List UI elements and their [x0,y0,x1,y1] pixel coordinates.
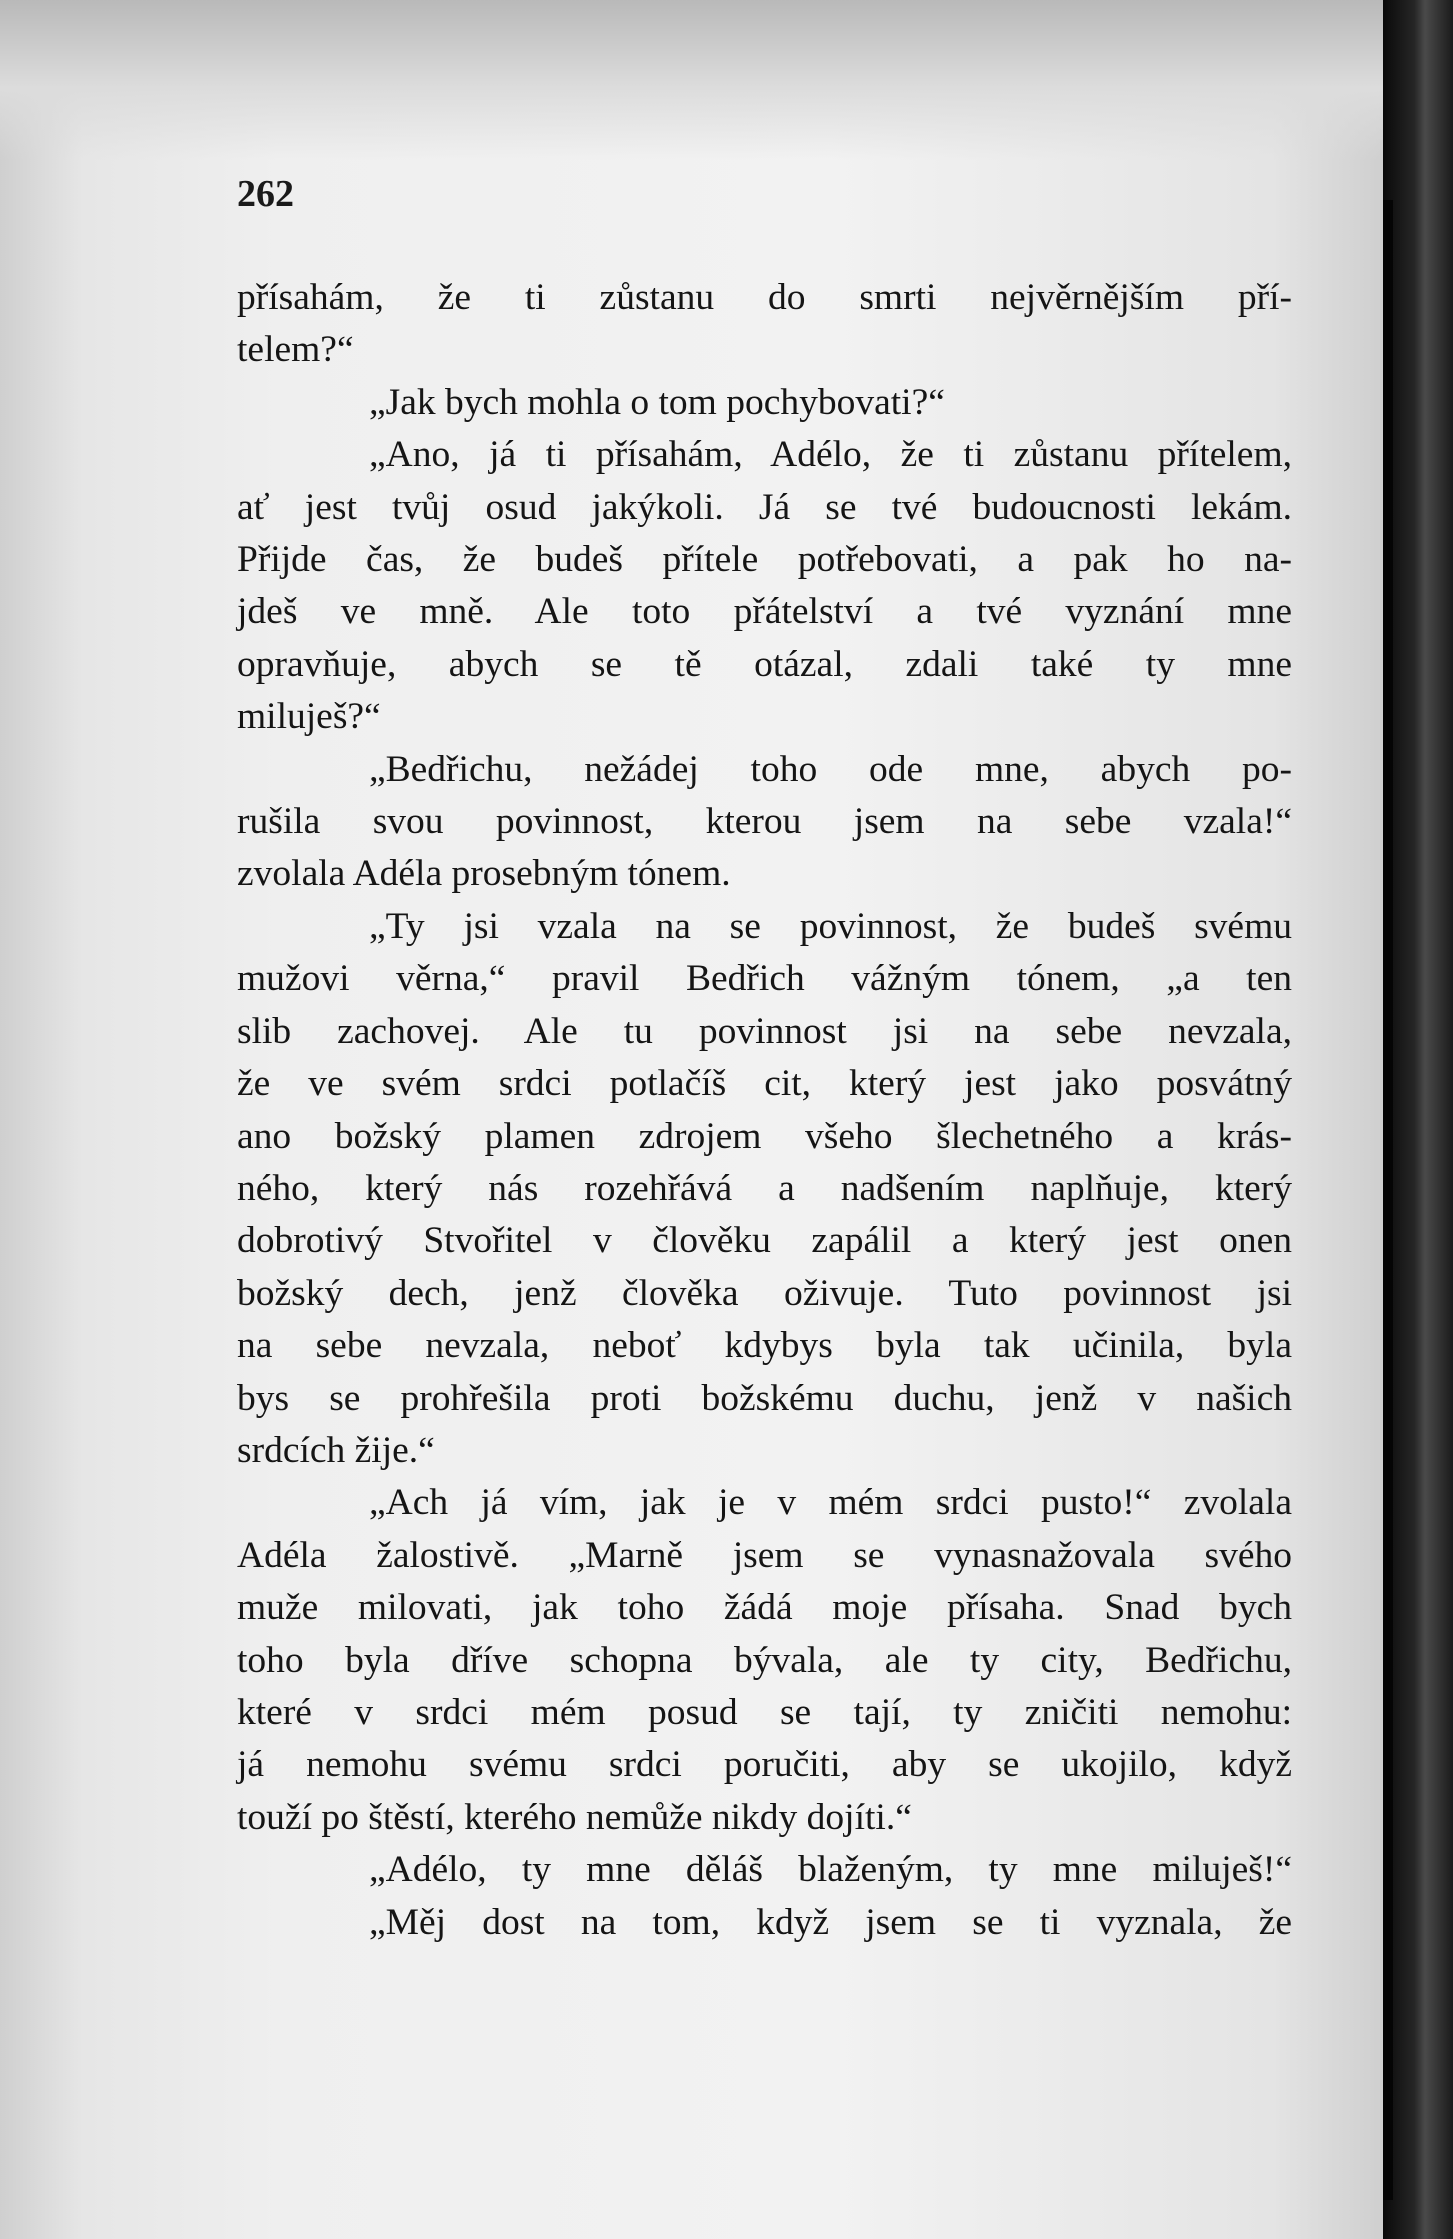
text-line: Adéla žalostivě. „Marně jsem se vynasnažovala svého [237,1534,1292,1576]
text-line: „Adélo, ty mne děláš blaženým, ty mne miluješ!“ [369,1849,1292,1891]
text-line: „Ach já vím, jak je v mém srdci pusto!“ zvolala [369,1482,1292,1524]
page-text [237,272,1292,1949]
text-line: že ve svém srdci potlačíš cit, který jest jako posvátný [237,1063,1292,1105]
text-line: srdcích žije.“ [237,1429,435,1471]
text-line: toho byla dříve schopna bývala, ale ty city, Bedřichu, [237,1639,1292,1681]
binding-edge [1383,200,1393,2200]
text-line: zvolala Adéla prosebným tónem. [237,853,731,895]
book-spine [1383,0,1453,2239]
text-line: opravňuje, abych se tě otázal, zdali také ty mne [237,643,1292,685]
text-line: božský dech, jenž člověka oživuje. Tuto povinnost jsi [237,1272,1292,1314]
text-line: touží po štěstí, kterého nemůže nikdy dojíti.“ [237,1796,912,1838]
text-line: jdeš ve mně. Ale toto přátelství a tvé vyznání mne [237,591,1292,633]
text-line: Přijde čas, že budeš přítele potřebovati, a pak ho na- [237,539,1292,581]
text-line: telem?“ [237,329,354,371]
text-line: muže milovati, jak toho žádá moje přísaha. Snad bych [237,1587,1292,1629]
text-line: ného, který nás rozehřává a nadšením naplňuje, který [237,1167,1292,1209]
text-line: na sebe nevzala, neboť kdybys byla tak učinila, byla [237,1325,1292,1367]
text-line: „Ano, já ti přísahám, Adélo, že ti zůstanu přítelem, [369,434,1292,476]
text-line: miluješ?“ [237,696,381,738]
text-line: přísahám, že ti zůstanu do smrti nejvěrnějším pří- [237,277,1292,318]
text-line: rušila svou povinnost, kterou jsem na sebe vzala!“ [237,801,1292,843]
text-line: mužovi věrna,“ pravil Bedřich vážným tónem, „a ten [237,958,1292,1000]
text-line: které v srdci mém posud se tají, ty zničiti nemohu: [237,1691,1292,1733]
text-line: ano božský plamen zdrojem všeho šlechetného a krás- [237,1115,1292,1157]
text-line: bys se prohřešila proti božskému duchu, jenž v našich [237,1377,1292,1419]
text-line: slib zachovej. Ale tu povinnost jsi na sebe nevzala, [237,1010,1292,1052]
text-line: „Bedřichu, nežádej toho ode mne, abych po- [369,748,1292,790]
text-line: ať jest tvůj osud jakýkoli. Já se tvé budoucnosti lekám. [237,486,1292,528]
text-line: dobrotivý Stvořitel v člověku zapálil a který jest onen [237,1220,1292,1262]
text-line: „Jak bych mohla o tom pochybovati?“ [369,381,945,423]
text-line: „Měj dost na tom, když jsem se ti vyznala, že [369,1901,1292,1943]
text-line: „Ty jsi vzala na se povinnost, že budeš svému [369,905,1292,947]
text-line: já nemohu svému srdci poručiti, aby se ukojilo, když [237,1744,1292,1786]
page-number: 262 [237,173,294,215]
